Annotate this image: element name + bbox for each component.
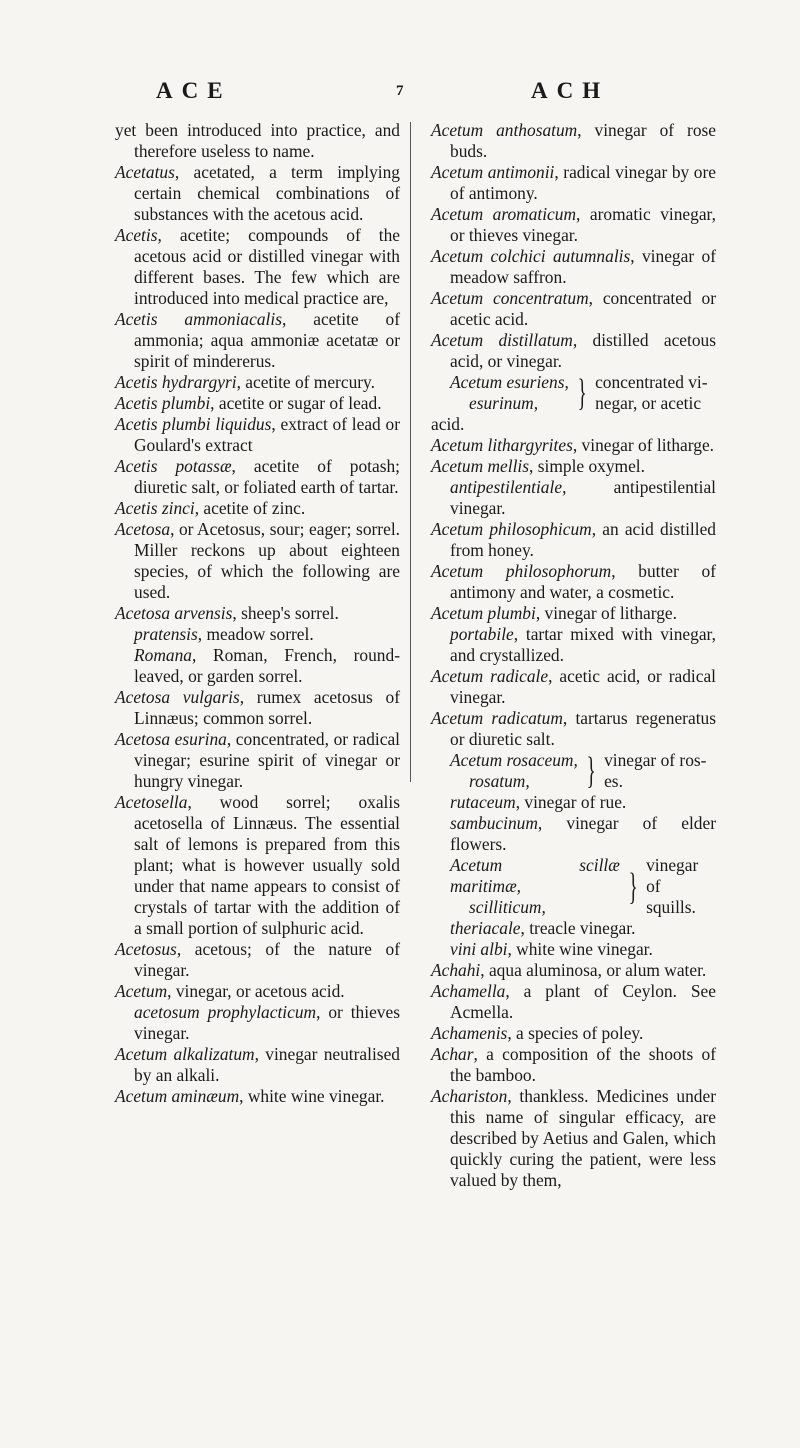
definition: , antipestilential vinegar. bbox=[450, 477, 716, 518]
headword: Acetis ammoniacalis bbox=[115, 309, 282, 329]
dictionary-entry bbox=[115, 414, 400, 456]
definition: , acetite of potash; diuretic salt, or foliated earth of tartar. bbox=[134, 456, 400, 497]
definition: , aqua aluminosa, or alum water. bbox=[480, 960, 707, 980]
running-header bbox=[0, 78, 800, 114]
dictionary-entry bbox=[115, 393, 400, 414]
headword: Acetum alkalizatum bbox=[115, 1044, 255, 1064]
definition: , vinegar of litharge. bbox=[535, 603, 677, 623]
definition: , aromatic vinegar, or thieves vinegar. bbox=[450, 204, 716, 245]
headword: Acetum radicatum bbox=[431, 708, 563, 728]
headword: pratensis bbox=[134, 624, 198, 644]
definition: , acetite of zinc. bbox=[194, 498, 306, 518]
dictionary-entry bbox=[431, 288, 716, 330]
headword: Acetosus bbox=[115, 939, 177, 959]
dictionary-entry bbox=[431, 204, 716, 246]
dictionary-entry bbox=[115, 456, 400, 498]
dictionary-entry bbox=[115, 603, 400, 624]
dictionary-entry bbox=[115, 1086, 400, 1107]
dictionary-entry bbox=[115, 981, 400, 1002]
headword: Acetum concentratum bbox=[431, 288, 589, 308]
definition: , vinegar, or acetous acid. bbox=[167, 981, 345, 1001]
dictionary-entry bbox=[431, 750, 716, 792]
definition: , vinegar of rose buds. bbox=[450, 120, 717, 161]
headword: Achamella bbox=[431, 981, 506, 1001]
definition: , vinegar of elder flowers. bbox=[450, 813, 716, 854]
dictionary-entry bbox=[431, 1044, 716, 1086]
headword: theriacale bbox=[450, 918, 521, 938]
page-number: 7 bbox=[396, 83, 404, 99]
definition: , white wine vinegar. bbox=[507, 939, 653, 959]
dictionary-entry bbox=[431, 162, 716, 204]
definition: squills. bbox=[646, 897, 696, 917]
definition: , concentrated or acetic acid. bbox=[450, 288, 716, 329]
headword: Acetis potassæ bbox=[115, 456, 232, 476]
definition-group bbox=[646, 855, 716, 918]
headword: Acetum radicale bbox=[431, 666, 549, 686]
dictionary-entry bbox=[431, 981, 716, 1023]
definition: , tartar mixed with vinegar, and crystallized. bbox=[450, 624, 716, 665]
dictionary-entry bbox=[431, 855, 716, 918]
headword: Acetum anthosatum bbox=[431, 120, 578, 140]
dictionary-entry bbox=[431, 666, 716, 708]
header-left: ACE bbox=[156, 78, 232, 103]
definition: , wood sorrel; oxalis acetosella of Linnæus. The essential salt of lemons is prepared from this plant; what is however usually sold under that name appears to consist of crystals of tartar with the addition of a small portion of sulphuric acid. bbox=[134, 792, 400, 938]
dictionary-entry bbox=[115, 645, 400, 687]
definition: , sheep's sorrel. bbox=[232, 603, 339, 623]
definition: , an acid distilled from honey. bbox=[450, 519, 717, 560]
headword: Acetum plumbi bbox=[431, 603, 536, 623]
headword: portabile bbox=[450, 624, 514, 644]
dictionary-entry bbox=[115, 939, 400, 981]
definition: , a species of poley. bbox=[507, 1023, 644, 1043]
definition: , extract of lead or Goulard's extract bbox=[134, 414, 401, 455]
headword: Acetis bbox=[115, 225, 158, 245]
dictionary-entry bbox=[115, 372, 400, 393]
headword: rutaceum bbox=[450, 792, 516, 812]
dictionary-entry bbox=[431, 918, 716, 939]
definition: , concentrated, or radical vinegar; esurine spirit of vinegar or hungry vinegar. bbox=[134, 729, 400, 791]
headword: Acetum philosophicum bbox=[431, 519, 592, 539]
definition: negar, or acetic bbox=[595, 393, 702, 413]
dictionary-entry bbox=[431, 561, 716, 603]
column-divider bbox=[410, 122, 411, 782]
dictionary-entry bbox=[115, 1044, 400, 1086]
headword: Acetum colchici autumnalis bbox=[431, 246, 631, 266]
headword: Romana bbox=[134, 645, 192, 665]
dictionary-entry bbox=[431, 708, 716, 750]
headword: scilliticum, bbox=[469, 897, 546, 917]
headword: Acetum aminæum bbox=[115, 1086, 240, 1106]
definition: es. bbox=[604, 771, 623, 791]
headword: Acetosella bbox=[115, 792, 188, 812]
dictionary-entry bbox=[431, 813, 716, 855]
dictionary-entry bbox=[115, 225, 400, 309]
dictionary-entry bbox=[431, 330, 716, 372]
definition: , vinegar of litharge. bbox=[572, 435, 715, 455]
headword: Achamenis bbox=[431, 1023, 508, 1043]
right-column bbox=[431, 120, 716, 1191]
headword: Achar bbox=[431, 1044, 474, 1064]
brace-mark: } bbox=[586, 750, 596, 792]
dictionary-entry bbox=[431, 120, 716, 162]
brace-mark: } bbox=[577, 372, 587, 414]
definition: , a composition of the shoots of the bamboo. bbox=[450, 1044, 716, 1085]
dictionary-entry bbox=[431, 960, 716, 981]
headword: Acetum lithargyrites bbox=[431, 435, 573, 455]
dictionary-entry bbox=[115, 729, 400, 792]
dictionary-entry bbox=[431, 456, 716, 477]
brace-group bbox=[450, 750, 716, 792]
definition: vinegar of ros- bbox=[604, 750, 707, 770]
headword: Acetosa arvensis bbox=[115, 603, 233, 623]
dictionary-entry bbox=[431, 939, 716, 960]
definition: , radical vinegar by ore of antimony. bbox=[450, 162, 716, 203]
dictionary-entry bbox=[115, 792, 400, 939]
headword: Acetum rosaceum, bbox=[450, 750, 578, 770]
dictionary-entry bbox=[431, 624, 716, 666]
definition: , or thieves vinegar. bbox=[134, 1002, 400, 1043]
definition: vinegar of bbox=[646, 855, 699, 896]
headword: vini albi bbox=[450, 939, 508, 959]
headword: rosatum, bbox=[469, 771, 530, 791]
definition: , white wine vinegar. bbox=[239, 1086, 385, 1106]
definition: , simple oxymel. bbox=[529, 456, 645, 476]
headword: Acetum antimonii bbox=[431, 162, 555, 182]
header-right: ACH bbox=[531, 78, 610, 103]
definition: , a plant of Ceylon. See Acmella. bbox=[450, 981, 716, 1022]
definition-group bbox=[595, 372, 708, 414]
dictionary-entry bbox=[431, 1023, 716, 1044]
dictionary-entry bbox=[115, 498, 400, 519]
definition: , vinegar of meadow saffron. bbox=[450, 246, 716, 287]
definition: , acetous; of the nature of vinegar. bbox=[134, 939, 400, 980]
definition: , vinegar neutralised by an alkali. bbox=[134, 1044, 400, 1085]
definition: , thankless. Medicines under this name of singular efficacy, are described by Aetius and Galen, which quickly curing the patient, were less valued by them, bbox=[450, 1086, 716, 1190]
headword: Acetum esuriens, bbox=[450, 372, 569, 392]
headword: Acetis plumbi bbox=[115, 393, 211, 413]
headword: acetosum prophylacticum bbox=[134, 1002, 317, 1022]
definition: yet been introduced into practice, and therefore useless to name. bbox=[115, 120, 400, 161]
headword: Acetosa vulgaris bbox=[115, 687, 240, 707]
headword: Acetatus bbox=[115, 162, 175, 182]
brace-group bbox=[450, 855, 716, 918]
definition: , tartarus regeneratus or diuretic salt. bbox=[450, 708, 716, 749]
brace-mark: } bbox=[628, 865, 638, 908]
definition: , acetite of mercury. bbox=[236, 372, 375, 392]
headword-group bbox=[450, 855, 620, 918]
dictionary-entry bbox=[115, 120, 400, 162]
headword: Acetum distillatum bbox=[431, 330, 573, 350]
dictionary-entry bbox=[115, 624, 400, 645]
headword: Achahi bbox=[431, 960, 481, 980]
dictionary-entry bbox=[431, 435, 716, 456]
definition: , treacle vinegar. bbox=[520, 918, 636, 938]
headword: Acetum philosophorum bbox=[431, 561, 612, 581]
dictionary-entry bbox=[431, 792, 716, 813]
definition: , rumex acetosus of Linnæus; common sorrel. bbox=[134, 687, 400, 728]
definition: , acetated, a term implying certain chemical combinations of substances with the acetous acid. bbox=[134, 162, 400, 224]
headword: Acetis hydrargyri bbox=[115, 372, 237, 392]
headword: esurinum, bbox=[469, 393, 539, 413]
definition: , vinegar of rue. bbox=[515, 792, 627, 812]
headword: Acetum aromaticum bbox=[431, 204, 577, 224]
definition: concentrated vi- bbox=[595, 372, 708, 392]
headword: Acetis zinci bbox=[115, 498, 195, 518]
headword: Acetum mellis bbox=[431, 456, 530, 476]
headword: Acetum scillæ maritimæ, bbox=[450, 855, 620, 896]
definition: , Roman, French, round-leaved, or garden sorrel. bbox=[134, 645, 400, 686]
dictionary-entry bbox=[115, 162, 400, 225]
definition-tail: acid. bbox=[431, 414, 465, 434]
headword: sambucinum bbox=[450, 813, 538, 833]
definition: , acetite or sugar of lead. bbox=[210, 393, 382, 413]
definition: , meadow sorrel. bbox=[197, 624, 314, 644]
headword-group bbox=[450, 750, 578, 792]
dictionary-entry bbox=[431, 477, 716, 519]
definition: , acetite of ammonia; aqua ammoniæ acetatæ or spirit of mindererus. bbox=[134, 309, 400, 371]
dictionary-entry bbox=[115, 1002, 400, 1044]
headword: Acetum bbox=[115, 981, 168, 1001]
dictionary-entry bbox=[115, 687, 400, 729]
definition: , distilled acetous acid, or vinegar. bbox=[450, 330, 716, 371]
brace-group bbox=[450, 372, 716, 414]
headword: Achariston bbox=[431, 1086, 508, 1106]
headword: Acetis plumbi liquidus bbox=[115, 414, 272, 434]
dictionary-entry bbox=[115, 309, 400, 372]
headword: antipestilentiale bbox=[450, 477, 563, 497]
definition: , acetite; compounds of the acetous acid or distilled vinegar with different bases. The few which are introduced into medical practice are, bbox=[134, 225, 400, 308]
dictionary-entry bbox=[115, 519, 400, 603]
headword-group bbox=[450, 372, 569, 414]
dictionary-entry bbox=[431, 603, 716, 624]
dictionary-entry bbox=[431, 1086, 716, 1191]
definition: , or Acetosus, sour; eager; sorrel. Miller reckons up about eighteen species, of which the following are used. bbox=[134, 519, 400, 602]
headword: Acetosa bbox=[115, 519, 171, 539]
dictionary-entry bbox=[431, 246, 716, 288]
definition: , butter of antimony and water, a cosmetic. bbox=[450, 561, 716, 602]
dictionary-entry bbox=[431, 372, 716, 435]
headword: Acetosa esurina bbox=[115, 729, 227, 749]
left-column bbox=[115, 120, 400, 1107]
definition-group bbox=[604, 750, 706, 792]
dictionary-entry bbox=[431, 519, 716, 561]
definition: , acetic acid, or radical vinegar. bbox=[450, 666, 717, 707]
